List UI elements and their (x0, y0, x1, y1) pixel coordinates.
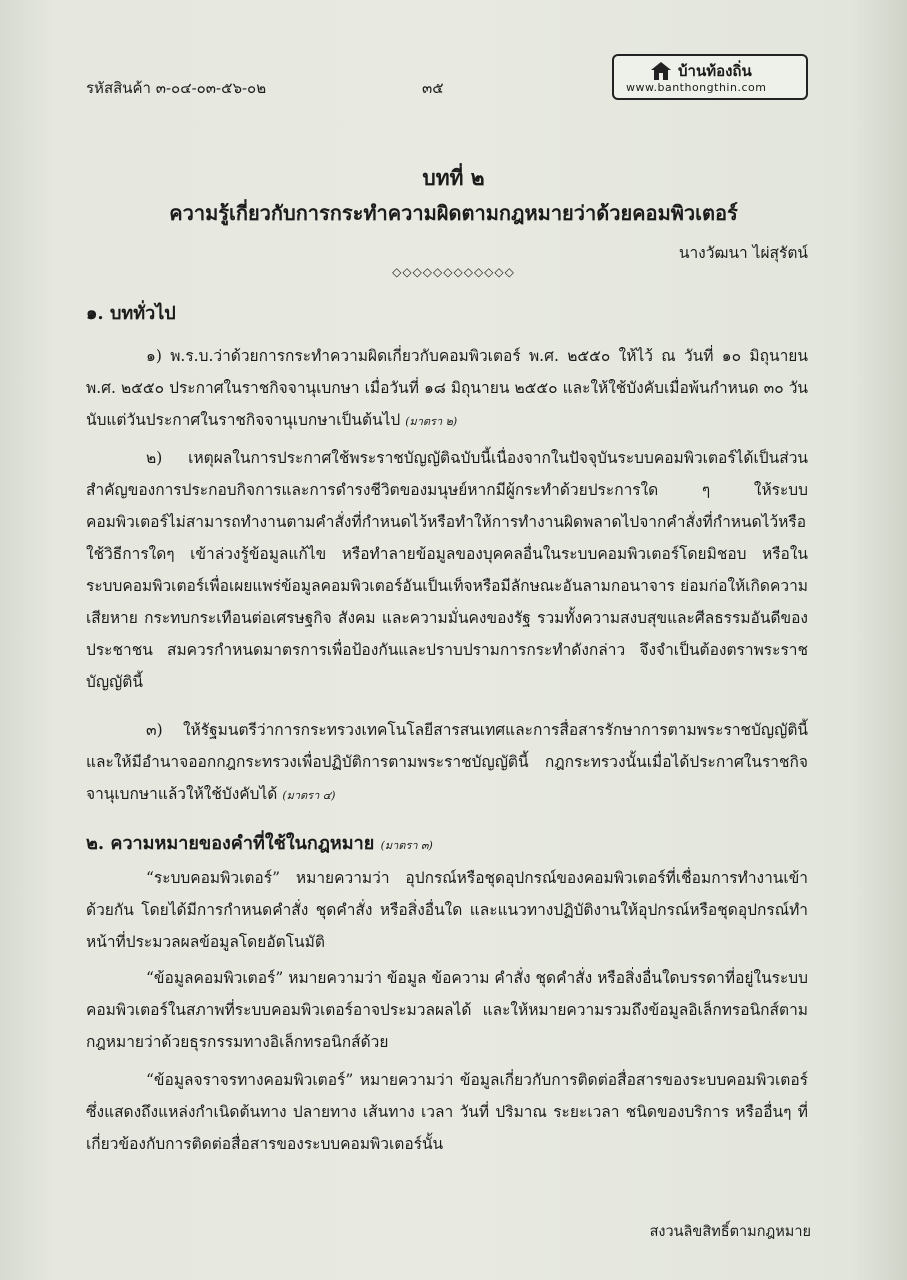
chapter-title: ความรู้เกี่ยวกับการกระทำความผิดตามกฎหมายว่าด้วยคอมพิวเตอร์ (169, 201, 738, 225)
page-number: ๓๕ (422, 79, 444, 97)
definition-computer-system (86, 862, 808, 958)
paragraph-2-text: ๒) เหตุผลในการประกาศใช้พระราชบัญญัติฉบับนี้เนื่องจากในปัจจุบันระบบคอมพิวเตอร์ได้เป็นส่วนสำคัญของการประกอบกิจการและการดำรงชีวิตของมนุษย์หากมีผู้กระทำด้วยประการใด ๆ ให้ระบบคอมพิวเตอร์ไม่สามารถทำงานตามคำสั่งที่กำหนดไว้หรือทำให้การทำงานผิดพลาดไปจากคำสั่งที่กำหนดไว้หรือใช้วิธีการใดๆ เข้าล่วงรู้ข้อมูลแก้ไข หรือทำลายข้อมูลของบุคคลอื่นในระบบคอมพิวเตอร์โดยมิชอบ หรือในระบบคอมพิวเตอร์เพื่อเผยแพร่ข้อมูลคอมพิวเตอร์อันเป็นเท็จหรือมีลักษณะอันลามกอนาจาร ย่อมก่อให้เกิดความเสียหาย กระทบกระเทือนต่อเศรษฐกิจ สังคม และความมั่นคงของรัฐ รวมทั้งความสงบสุขและศีลธรรมอันดีของประชาชน สมควรกำหนดมาตรการเพื่อป้องกันและปราบปรามการกระทำดังกล่าว จึงจำเป็นต้องตราพระราชบัญญัตินี้ (86, 449, 808, 691)
chapter-label: บทที่ ๒ (422, 165, 485, 190)
section-heading-2-text: ๒. ความหมายของคำที่ใช้ในกฎหมาย (86, 833, 375, 854)
page-header (86, 62, 808, 106)
paragraph-1-text: ๑) พ.ร.บ.ว่าด้วยการกระทำความผิดเกี่ยวกับคอมพิวเตอร์ พ.ศ. ๒๕๕๐ ให้ไว้ ณ วันที่ ๑๐ มิถุนายน พ.ศ. ๒๕๕๐ ประกาศในราชกิจจานุเบกษา เมื่อวันที่ ๑๘ มิถุนายน ๒๕๕๐ และให้ใช้บังคับเมื่อพ้นกำหนด ๓๐ วันนับแต่วันประกาศในราชกิจจานุเบกษาเป็นต้นไป (86, 347, 808, 429)
author-name: นางวัฒนา ไผ่สุรัตน์ (678, 244, 808, 262)
paragraph-3-text: ๓) ให้รัฐมนตรีว่าการกระทรวงเทคโนโลยีสารสนเทศและการสื่อสารรักษาการตามพระราชบัญญัตินี้ และให้มีอำนาจออกกฎกระทรวงเพื่อปฏิบัติการตามพระราชบัญญัตินี้ กฎกระทรวงนั้นเมื่อได้ประกาศในราชกิจจานุเบกษาแล้วให้ใช้บังคับได้ (86, 721, 808, 803)
paragraph-2 (86, 442, 808, 698)
house-logo-icon (650, 61, 672, 81)
ornament-divider: ◇◇◇◇◇◇◇◇◇◇◇◇ (392, 265, 515, 279)
copyright-footer: สงวนลิขสิทธิ์ตามกฎหมาย (649, 1224, 811, 1240)
definition-text: หมายความว่า ข้อมูล ข้อความ คำสั่ง ชุดคำสั่ง หรือสิ่งอื่นใดบรรดาที่อยู่ในระบบคอมพิวเตอร์ในสภาพที่ระบบคอมพิวเตอร์อาจประมวลผลได้ และให้หมายความรวมถึงข้อมูลอิเล็กทรอนิกส์ตามกฎหมายว่าด้วยธุรกรรมทางอิเล็กทรอนิกส์ด้วย (86, 969, 808, 1051)
definition-term: “ข้อมูลคอมพิวเตอร์” (146, 969, 284, 987)
logo-url: www.banthongthin.com (626, 81, 767, 94)
definition-traffic-data (86, 1064, 808, 1160)
definition-text: หมายความว่า ข้อมูลเกี่ยวกับการติดต่อสื่อสารของระบบคอมพิวเตอร์ ซึ่งแสดงถึงแหล่งกำเนิดต้นทาง ปลายทาง เส้นทาง เวลา วันที่ ปริมาณ ระยะเวลา ชนิดของบริการ หรืออื่นๆ ที่เกี่ยวข้องกับการติดต่อสื่อสารของระบบคอมพิวเตอร์นั้น (86, 1071, 808, 1153)
definition-term: “ข้อมูลจราจรทางคอมพิวเตอร์” (146, 1071, 354, 1089)
paragraph-1-ref: (มาตรา ๒) (405, 415, 458, 428)
definition-computer-data (86, 962, 808, 1058)
logo-name: บ้านท้องถิ่น (678, 62, 752, 80)
publisher-logo (612, 54, 808, 100)
definition-text: หมายความว่า อุปกรณ์หรือชุดอุปกรณ์ของคอมพิวเตอร์ที่เชื่อมการทำงานเข้าด้วยกัน โดยได้มีการกำหนดคำสั่ง ชุดคำสั่ง หรือสิ่งอื่นใด และแนวทางปฏิบัติงานให้อุปกรณ์หรือชุดอุปกรณ์ทำหน้าที่ประมวลผลข้อมูลโดยอัตโนมัติ (86, 869, 808, 951)
paragraph-3-ref: (มาตรา ๔) (282, 789, 336, 802)
definition-term: “ระบบคอมพิวเตอร์” (146, 869, 280, 887)
section-heading-1: ๑. บททั่วไป (86, 303, 176, 324)
paragraph-3 (86, 714, 808, 812)
product-code: รหัสสินค้า ๓-๐๔-๐๓-๕๖-๐๒ (86, 79, 267, 97)
paragraph-1 (86, 340, 808, 438)
section-heading-2-ref: (มาตรา ๓) (380, 839, 433, 852)
section-heading-2 (86, 828, 433, 857)
